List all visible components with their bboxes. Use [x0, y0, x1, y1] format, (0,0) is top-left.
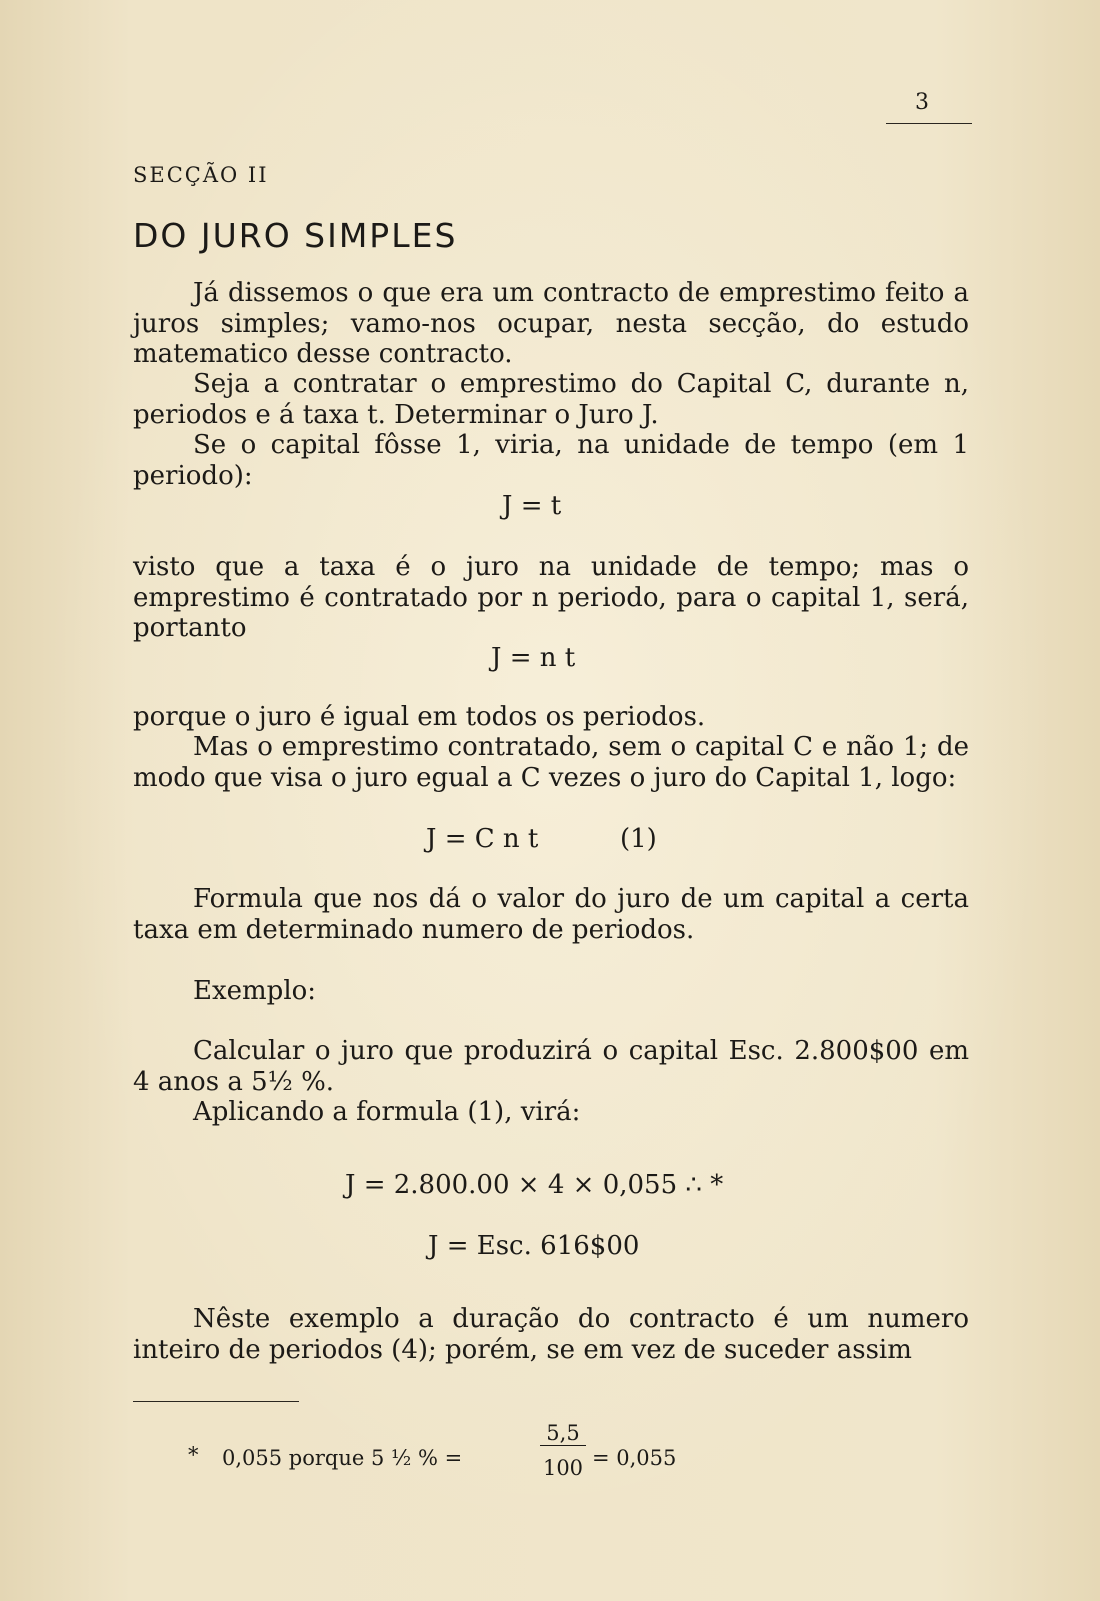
section-label: SECÇÃO II: [133, 163, 269, 187]
footnote-rule: [133, 1401, 299, 1402]
paragraph-definition: Seja a contratar o emprestimo do Capital C, durante n, periodos e á taxa t. Determinar o Juro J.: [133, 369, 969, 430]
page-number: 3: [915, 90, 929, 115]
example-label: Exemplo:: [193, 976, 317, 1006]
footnote-fraction-numerator: 5,5: [540, 1421, 586, 1446]
paragraph-intro: Já dissemos o que era um contracto de emprestimo feito a juros simples; vamo-nos ocupar, nesta secção, do estudo matematico desse contracto.: [133, 278, 969, 369]
footnote-marker: *: [188, 1443, 199, 1467]
paragraph-example-task: Calcular o juro que produzirá o capital Esc. 2.800$00 em 4 anos a 5½ %.: [133, 1036, 969, 1097]
footnote-text: 0,055 porque 5 ½ % =: [222, 1446, 463, 1470]
paragraph-unit-capital: Se o capital fôsse 1, viria, na unidade de tempo (em 1 periodo):: [133, 430, 969, 491]
formula-j-nt: J = n t: [491, 643, 576, 673]
footnote-result: = 0,055: [592, 1446, 677, 1470]
formula-example-calc: J = 2.800.00 × 4 × 0,055 ∴ *: [345, 1170, 724, 1200]
paragraph-capital-c: Mas o emprestimo contratado, sem o capital C e não 1; de modo que visa o juro egual a C vezes o juro do Capital 1, logo:: [133, 732, 969, 793]
paragraph-equal-interest: porque o juro é igual em todos os periodos.: [133, 702, 706, 732]
formula-j-cnt: J = C n t: [426, 824, 539, 854]
formula-j-t: J = t: [502, 491, 562, 521]
formula-example-result: J = Esc. 616$00: [428, 1231, 640, 1261]
footnote-fraction-denominator: 100: [542, 1456, 584, 1480]
page-number-rule: [886, 123, 972, 124]
section-heading: DO JURO SIMPLES: [133, 216, 458, 255]
paragraph-integer-periods: Nêste exemplo a duração do contracto é um numero inteiro de periodos (4); porém, se em vez de suceder assim: [133, 1304, 969, 1365]
paragraph-formula-meaning: Formula que nos dá o valor do juro de um capital a certa taxa em determinado numero de periodos.: [133, 884, 969, 945]
paragraph-rate-explanation: visto que a taxa é o juro na unidade de tempo; mas o emprestimo é contratado por n periodo, para o capital 1, será, portanto: [133, 552, 969, 643]
paragraph-apply-formula: Aplicando a formula (1), virá:: [193, 1097, 581, 1127]
formula-reference-1: (1): [620, 824, 657, 854]
